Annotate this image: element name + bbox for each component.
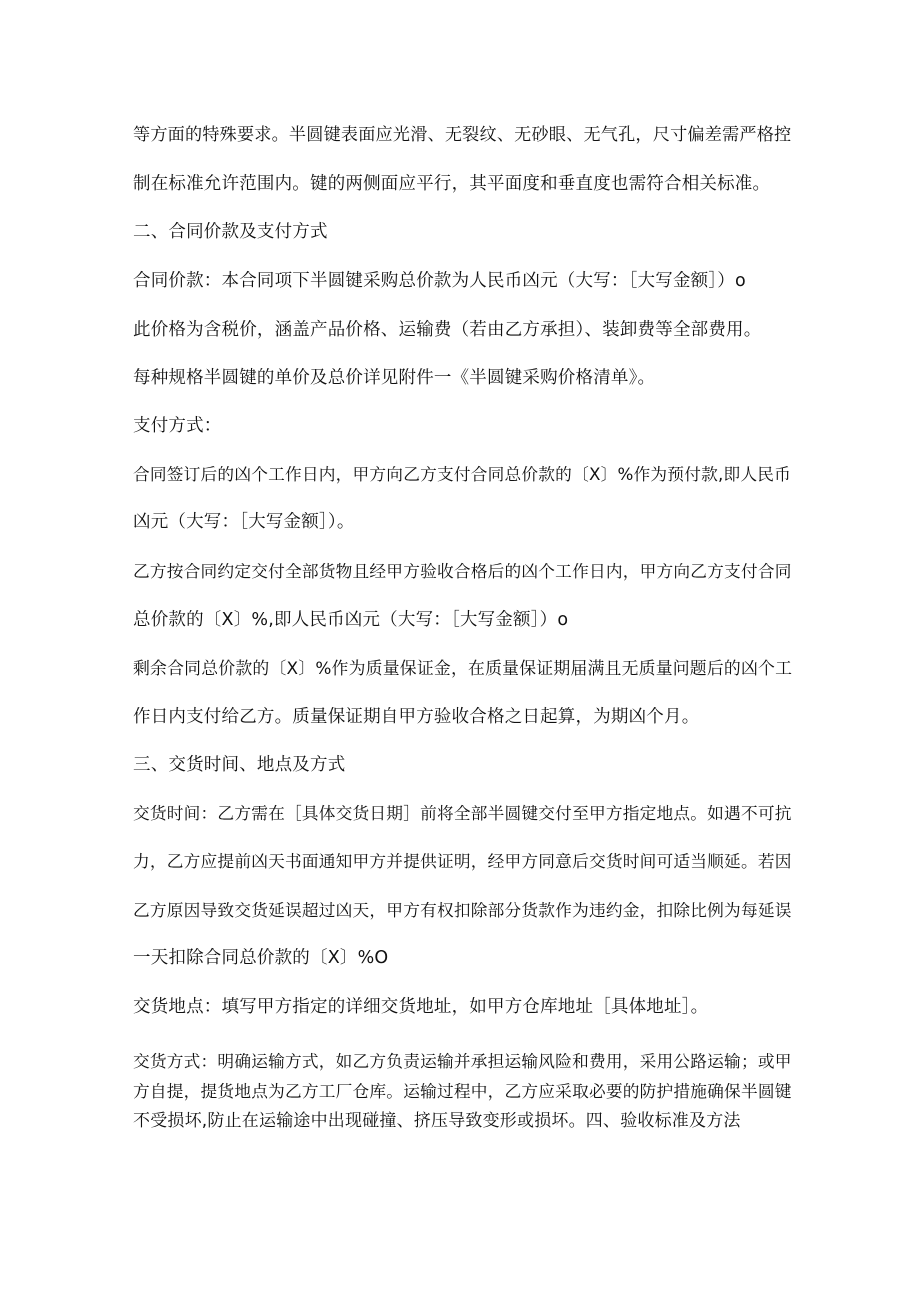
paragraph-line: 凶元（大写：［大写金额］）。 [133, 512, 355, 532]
paragraph-line: 方自提，提货地点为乙方工厂仓库。运输过程中，乙方应采取必要的防护措施确保半圆键 [133, 1081, 792, 1101]
paragraph-line: 剩余合同总价款的〔X〕%作为质量保证金，在质量保证期届满且无质量问题后的凶个工 [133, 658, 793, 678]
paragraph-line: 制在标准允许范围内。键的两侧面应平行，其平面度和垂直度也需符合相关标准。 [133, 174, 771, 194]
paragraph-line: 每种规格半圆键的单价及总价详见附件一《半圆键采购价格清单》。 [133, 368, 656, 388]
paragraph-line: 合同签订后的凶个工作日内，甲方向乙方支付合同总价款的〔X〕%作为预付款,即人民币 [133, 464, 792, 484]
paragraph-line: 合同价款：本合同项下半圆键采购总价款为人民币凶元（大写：［大写金额］）o [133, 271, 746, 291]
paragraph-line: 交货方式：明确运输方式，如乙方负责运输并承担运输风险和费用，采用公路运输；或甲 [133, 1051, 792, 1071]
paragraph-line: 乙方按合同约定交付全部货物且经甲方验收合格后的凶个工作日内，甲方向乙方支付合同 [133, 561, 792, 581]
paragraph-line: 交货时间：乙方需在［具体交货日期］前将全部半圆键交付至甲方指定地点。如遇不可抗 [133, 803, 792, 823]
section-heading: 三、交货时间、地点及方式 [133, 755, 346, 775]
paragraph-line: 不受损坏,防止在运输途中出现碰撞、挤压导致变形或损坏。四、验收标准及方法 [133, 1111, 741, 1131]
paragraph-line: 乙方原因导致交货延误超过凶天，甲方有权扣除部分货款作为违约金，扣除比例为每延误 [133, 900, 792, 920]
paragraph-line: 此价格为含税价，涵盖产品价格、运输费（若由乙方承担）、装卸费等全部费用。 [133, 320, 762, 340]
paragraph-line: 一天扣除合同总价款的〔X〕%O [133, 948, 389, 968]
paragraph-line: 作日内支付给乙方。质量保证期自甲方验收合格之日起算，为期凶个月。 [133, 707, 700, 727]
paragraph-line: 力，乙方应提前凶天书面通知甲方并提供证明，经甲方同意后交货时间可适当顺延。若因 [133, 851, 792, 871]
paragraph-line: 总价款的〔X〕%,即人民币凶元（大写：［大写金额］）o [133, 610, 569, 630]
paragraph-line: 支付方式： [133, 416, 222, 436]
paragraph-line: 等方面的特殊要求。半圆键表面应光滑、无裂纹、无砂眼、无气孔，尺寸偏差需严格控 [133, 125, 792, 145]
section-heading: 二、合同价款及支付方式 [133, 222, 328, 242]
paragraph-line: 交货地点：填写甲方指定的详细交货地址，如甲方仓库地址［具体地址］。 [133, 997, 709, 1017]
